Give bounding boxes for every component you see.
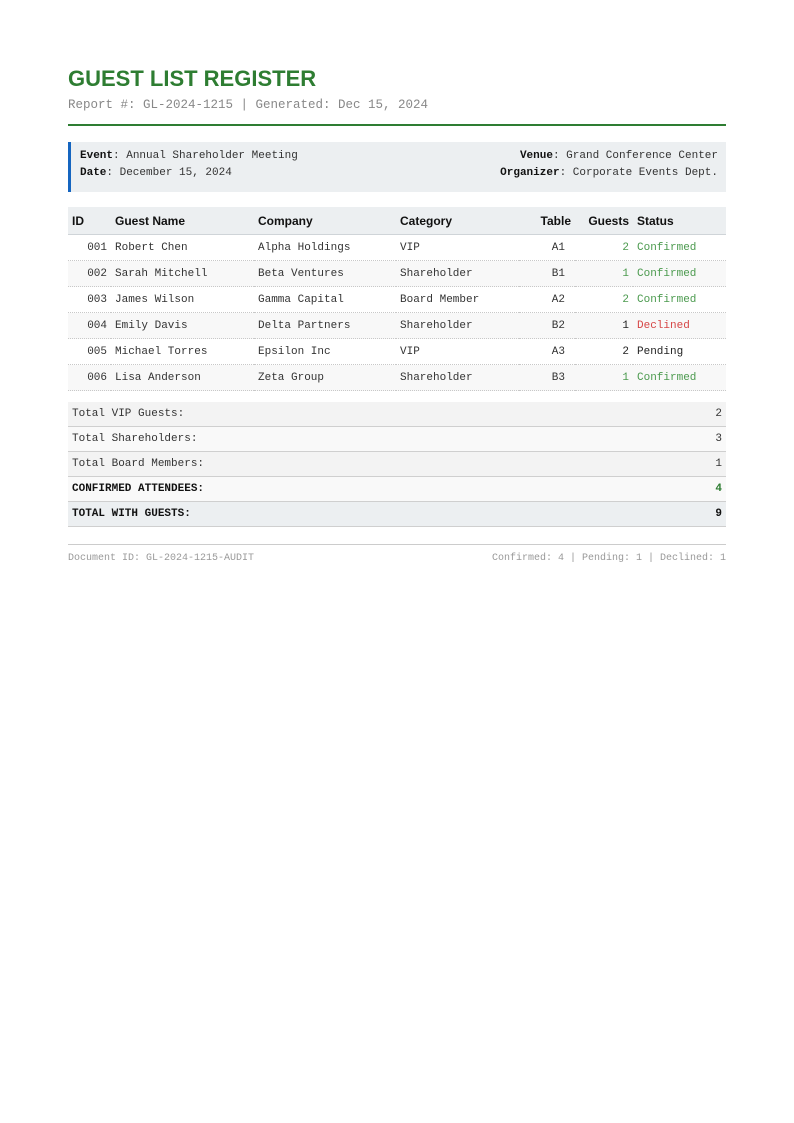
venue-label: Venue <box>519 150 553 162</box>
cell-id: 002 <box>68 261 111 287</box>
summary-value: 1 <box>664 452 726 477</box>
summary-row-vip <box>68 402 726 427</box>
organizer-label: Organizer <box>500 167 560 179</box>
summary-label: Total Shareholders: <box>68 427 664 452</box>
column-header-table: Table <box>519 207 575 235</box>
organizer-value: : Corporate Events Dept. <box>559 167 718 179</box>
date-info <box>80 167 232 179</box>
summary-label: CONFIRMED ATTENDEES: <box>68 477 664 502</box>
column-header-guests: Guests <box>575 207 633 235</box>
date-value: : December 15, 2024 <box>106 167 232 179</box>
cell-category: Board Member <box>396 287 519 313</box>
summary-value: 3 <box>664 427 726 452</box>
summary-value: 9 <box>664 502 726 527</box>
cell-guest-name: James Wilson <box>111 287 254 313</box>
guest-table <box>68 207 726 391</box>
table-header-row <box>68 207 726 235</box>
cell-guests: 2 <box>575 287 633 313</box>
report-subtitle: Report #: GL-2024-1215 | Generated: Dec 15, 2024 <box>68 98 429 112</box>
cell-table: B3 <box>519 365 575 391</box>
event-value: : Annual Shareholder Meeting <box>113 150 298 162</box>
cell-category: VIP <box>396 339 519 365</box>
summary-value: 4 <box>664 477 726 502</box>
cell-category: VIP <box>396 235 519 261</box>
footer-divider <box>68 544 726 545</box>
cell-id: 004 <box>68 313 111 339</box>
cell-table: B1 <box>519 261 575 287</box>
cell-guest-name: Lisa Anderson <box>111 365 254 391</box>
cell-id: 001 <box>68 235 111 261</box>
summary-row-confirmed <box>68 477 726 502</box>
venue-info <box>520 150 718 162</box>
organizer-info <box>500 167 718 179</box>
status-badge: Confirmed <box>633 287 726 313</box>
cell-guests: 1 <box>575 365 633 391</box>
cell-id: 005 <box>68 339 111 365</box>
column-header-category: Category <box>396 207 519 235</box>
cell-guests: 1 <box>575 313 633 339</box>
cell-company: Epsilon Inc <box>254 339 396 365</box>
summary-value: 2 <box>664 402 726 427</box>
status-badge: Confirmed <box>633 235 726 261</box>
column-header-id: ID <box>68 207 111 235</box>
table-row <box>68 287 726 313</box>
cell-guests: 1 <box>575 261 633 287</box>
cell-guests: 2 <box>575 235 633 261</box>
summary-row-total <box>68 502 726 527</box>
table-row <box>68 365 726 391</box>
column-header-status: Status <box>633 207 726 235</box>
cell-guest-name: Michael Torres <box>111 339 254 365</box>
cell-guest-name: Robert Chen <box>111 235 254 261</box>
cell-guests: 2 <box>575 339 633 365</box>
cell-company: Zeta Group <box>254 365 396 391</box>
column-header-guest-name: Guest Name <box>111 207 254 235</box>
cell-company: Alpha Holdings <box>254 235 396 261</box>
cell-id: 003 <box>68 287 111 313</box>
cell-table: B2 <box>519 313 575 339</box>
document-id: Document ID: GL-2024-1215-AUDIT <box>68 553 255 564</box>
cell-category: Shareholder <box>396 261 519 287</box>
table-row <box>68 235 726 261</box>
status-badge: Pending <box>633 339 726 365</box>
summary-table <box>68 402 726 527</box>
status-badge: Declined <box>633 313 726 339</box>
cell-guest-name: Sarah Mitchell <box>111 261 254 287</box>
cell-company: Gamma Capital <box>254 287 396 313</box>
summary-row-board-members <box>68 452 726 477</box>
cell-id: 006 <box>68 365 111 391</box>
cell-guest-name: Emily Davis <box>111 313 254 339</box>
table-row <box>68 313 726 339</box>
status-badge: Confirmed <box>633 261 726 287</box>
event-info <box>80 150 298 162</box>
table-row <box>68 339 726 365</box>
cell-table: A2 <box>519 287 575 313</box>
header-divider <box>68 124 726 126</box>
event-info-box <box>68 142 726 192</box>
cell-company: Beta Ventures <box>254 261 396 287</box>
cell-category: Shareholder <box>396 365 519 391</box>
cell-table: A1 <box>519 235 575 261</box>
table-row <box>68 261 726 287</box>
summary-label: Total Board Members: <box>68 452 664 477</box>
status-badge: Confirmed <box>633 365 726 391</box>
page-title: GUEST LIST REGISTER <box>68 66 317 91</box>
event-label: Event <box>80 150 114 162</box>
cell-company: Delta Partners <box>254 313 396 339</box>
date-label: Date <box>80 167 107 179</box>
summary-label: TOTAL WITH GUESTS: <box>68 502 664 527</box>
status-counts: Confirmed: 4 | Pending: 1 | Declined: 1 <box>491 553 726 564</box>
summary-label: Total VIP Guests: <box>68 402 664 427</box>
column-header-company: Company <box>254 207 396 235</box>
venue-value: : Grand Conference Center <box>552 150 718 162</box>
summary-row-shareholders <box>68 427 726 452</box>
cell-category: Shareholder <box>396 313 519 339</box>
cell-table: A3 <box>519 339 575 365</box>
